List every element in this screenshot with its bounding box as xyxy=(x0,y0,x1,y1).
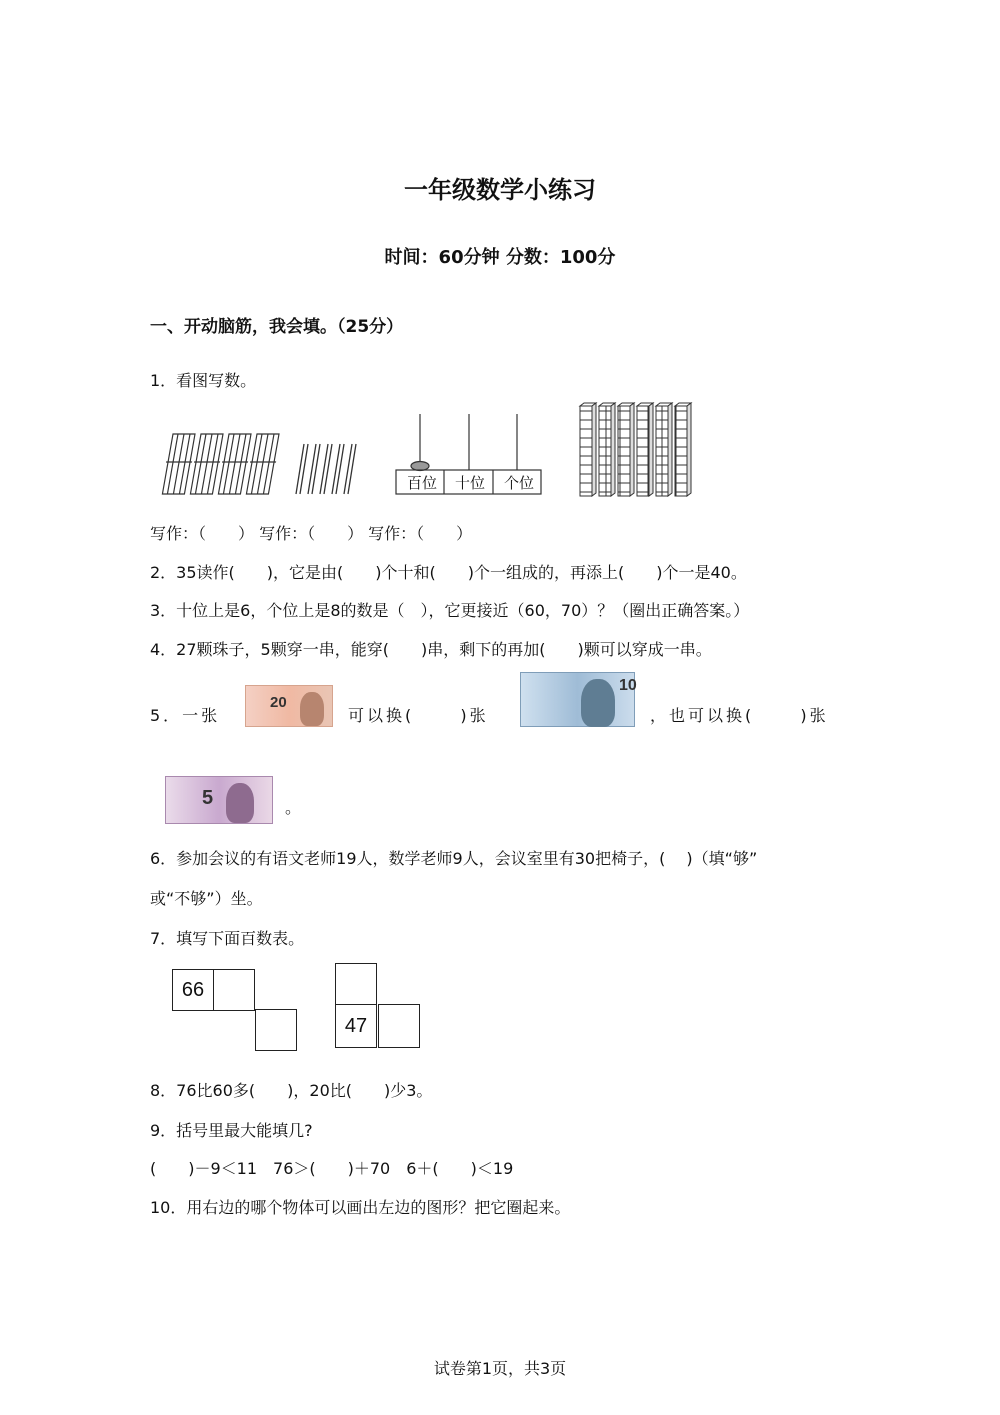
question-1: 1．看图写数。 xyxy=(150,371,257,390)
abacus-label-hundreds: 百位 xyxy=(406,474,437,492)
banknote-20-image: 20 xyxy=(245,685,333,727)
exam-info: 时间：60分钟 分数：100分 xyxy=(384,247,616,268)
ten-rods-image xyxy=(578,402,698,498)
question-6-line-1: 6．参加会议的有语文老师19人，数学老师9人，会议室里有30把椅子，( )（填“够” xyxy=(150,849,758,868)
hundred-table-cell xyxy=(335,963,377,1005)
section-heading: 一、开动脑筋，我会填。（25分） xyxy=(150,317,404,337)
question-5-period: 。 xyxy=(285,798,302,817)
page-title: 一年级数学小练习 xyxy=(404,176,596,204)
hundred-table-cell: 66 xyxy=(172,969,214,1011)
abacus-label-ones: 个位 xyxy=(503,474,534,492)
question-5-start: 5．一张 xyxy=(150,706,221,725)
question-2: 2．35读作( )，它是由( )个十和( )个一组成的，再添上( )个一是40。 xyxy=(150,563,747,582)
question-9-inequalities: ( )－9＜11 76＞( )＋70 6＋( )＜19 xyxy=(150,1159,514,1178)
question-4: 4．27颗珠子，5颗穿一串，能穿( )串，剩下的再加( )颗可以穿成一串。 xyxy=(150,640,712,659)
banknote-5-image: 5 xyxy=(165,776,273,824)
question-8: 8．76比60多( )，20比( )少3。 xyxy=(150,1081,433,1100)
hundred-table-cell xyxy=(255,1009,297,1051)
hundred-table-cell: 47 xyxy=(335,1004,377,1048)
hundred-table-cell xyxy=(378,1004,420,1048)
question-9: 9．括号里最大能填几? xyxy=(150,1121,313,1140)
single-sticks-image xyxy=(290,442,360,496)
page-footer: 试卷第1页，共3页 xyxy=(433,1359,567,1378)
question-7: 7．填写下面百数表。 xyxy=(150,929,305,948)
question-6-line-2: 或“不够”）坐。 xyxy=(150,889,263,908)
abacus-label-tens: 十位 xyxy=(454,474,485,492)
question-3: 3．十位上是6，个位上是8的数是（ ），它更接近（60，70）？（圈出正确答案。） xyxy=(150,601,750,620)
question-1-answers: 写作：（ ） 写作：（ ） 写作：（ ） xyxy=(150,524,473,543)
question-10: 10．用右边的哪个物体可以画出左边的图形？把它圈起来。 xyxy=(150,1198,571,1217)
hundred-table-cell xyxy=(213,969,255,1011)
question-5-mid: 可以换( )张 xyxy=(348,706,489,725)
question-5-end: ，也可以换( )张 xyxy=(650,706,829,725)
stick-bundles-image xyxy=(165,430,285,500)
banknote-10-image: 10 xyxy=(520,672,635,727)
